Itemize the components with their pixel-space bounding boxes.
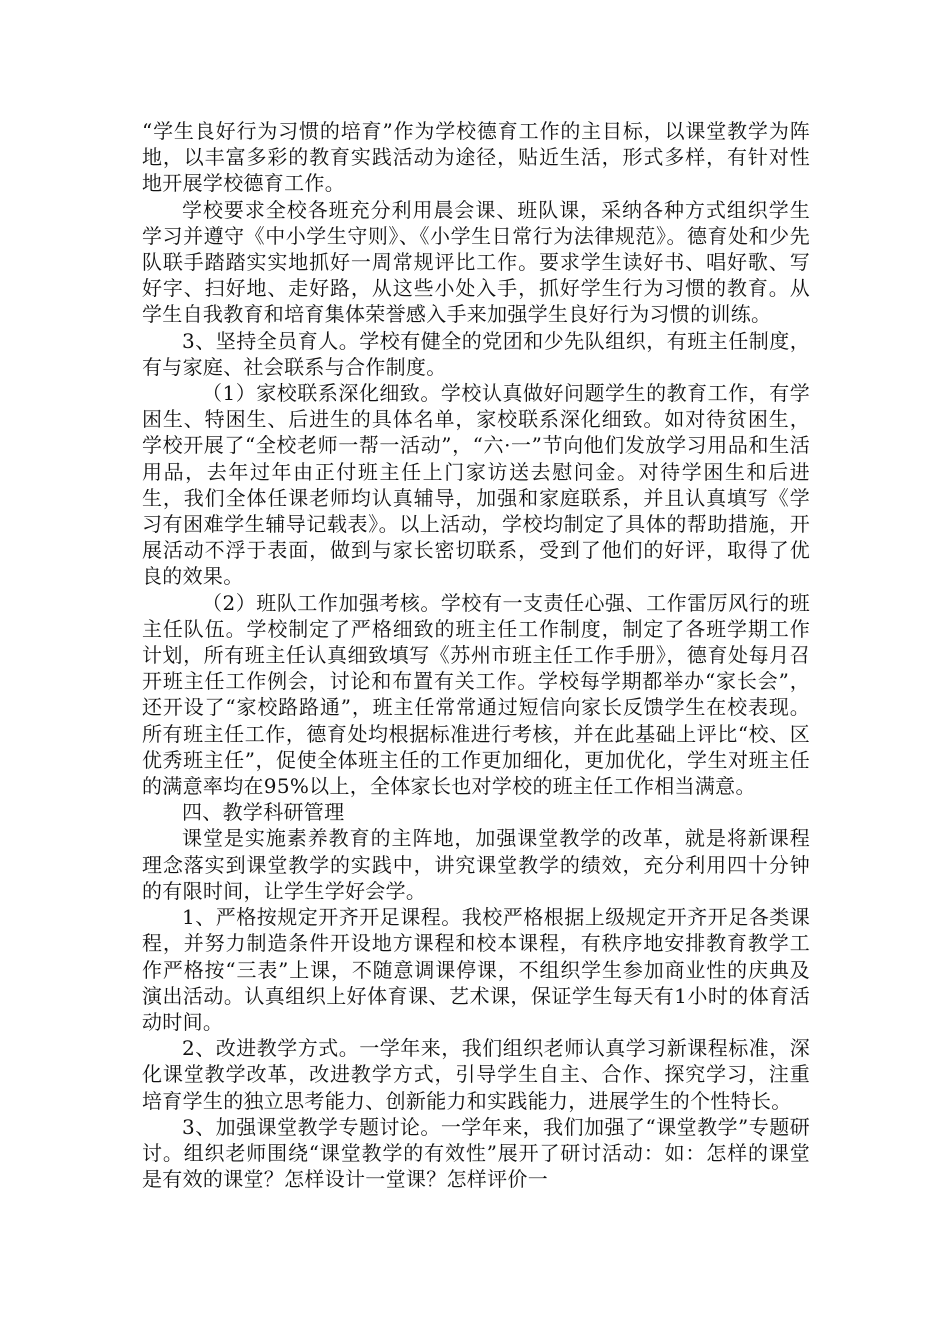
paragraph-curriculum-rules: 1、严格按规定开齐开足课程。我校严格根据上级规定开齐开足各类课程，并努力制造条件开设地方课程和校本课程，有秩序地安排教育教学工作严格按“三表”上课，不随意调课停课，不组织学生参加商业性的庆典及演出活动。认真组织上好体育课、艺术课，保证学生每天有1小时的体育活动时间。 bbox=[142, 905, 810, 1034]
paragraph-teaching-methods: 2、改进教学方式。一学年来，我们组织老师认真学习新课程标准，深化课堂教学改革，改进教学方式，引导学生自主、合作、探究学习，注重培育学生的独立思考能力、创新能力和实践能力，进展学生的个性特长。 bbox=[142, 1036, 810, 1113]
document-body bbox=[142, 118, 810, 1192]
paragraph-school-requirements: 学校要求全校各班充分利用晨会课、班队课，采纳各种方式组织学生学习并遵守《中小学生守则》、《小学生日常行为法律规范》。德育处和少先队联手踏踏实实地抓好一周常规评比工作。要求学生读好书、唱好歌、写好字、扫好地、走好路，从这些小处入手，抓好学生行为习惯的教育。从学生自我教育和培育集体荣誉感入手来加强学生良好行为习惯的训练。 bbox=[142, 197, 810, 327]
paragraph-classroom-main-position: 课堂是实施素养教育的主阵地，加强课堂教学的改革，就是将新课程理念落实到课堂教学的实践中，讲究课堂教学的绩效，充分利用四十分钟的有限时间，让学生学好会学。 bbox=[142, 826, 810, 903]
paragraph-goal: “学生良好行为习惯的培育”作为学校德育工作的主目标，以课堂教学为阵地，以丰富多彩的教育实践活动为途径，贴近生活，形式多样，有针对性地开展学校德育工作。 bbox=[142, 119, 810, 196]
paragraph-class-work-assessment: （2）班队工作加强考核。学校有一支责任心强、工作雷厉风行的班主任队伍。学校制定了严格细致的班主任工作制度，制定了各班学期工作计划，所有班主任认真细致填写《苏州市班主任工作手册》，德育处每月召开班主任工作例会，讨论和布置有关工作。学校每学期都举办“家长会”，还开设了“家校路路通”，班主任常常通过短信向家长反馈学生在校表现。所有班主任工作，德育处均根据标准进行考核，并在此基础上评比“校、区优秀班主任”，促使全体班主任的工作更加细化，更加优化，学生对班主任的满意率均在95%以上，全体家长也对学校的班主任工作相当满意。 bbox=[142, 590, 810, 799]
paragraph-classroom-research: 3、加强课堂教学专题讨论。一学年来，我们加强了“课堂教学”专题研讨。组织老师围绕“课堂教学的有效性”展开了研讨活动：如：怎样的课堂是有效的课堂？怎样设计一堂课？怎样评价一 bbox=[142, 1114, 810, 1192]
section-heading-teaching-research: 四、教学科研管理 bbox=[182, 800, 345, 825]
paragraph-whole-staff-education: 3、坚持全员育人。学校有健全的党团和少先队组织，有班主任制度，有与家庭、社会联系与合作制度。 bbox=[142, 328, 810, 379]
paragraph-home-school-contact: （1）家校联系深化细致。学校认真做好问题学生的教育工作，有学困生、特困生、后进生的具体名单，家校联系深化细致。如对待贫困生，学校开展了“全校老师一帮一活动”，“六·一”节向他们发放学习用品和生活用品，去年过年由正付班主任上门家访送去慰问金。对待学困生和后进生，我们全体任课老师均认真辅导，加强和家庭联系，并且认真填写《学习有困难学生辅导记载表》。以上活动，学校均制定了具体的帮助措施，开展活动不浮于表面，做到与家长密切联系，受到了他们的好评，取得了优良的效果。 bbox=[142, 381, 810, 589]
